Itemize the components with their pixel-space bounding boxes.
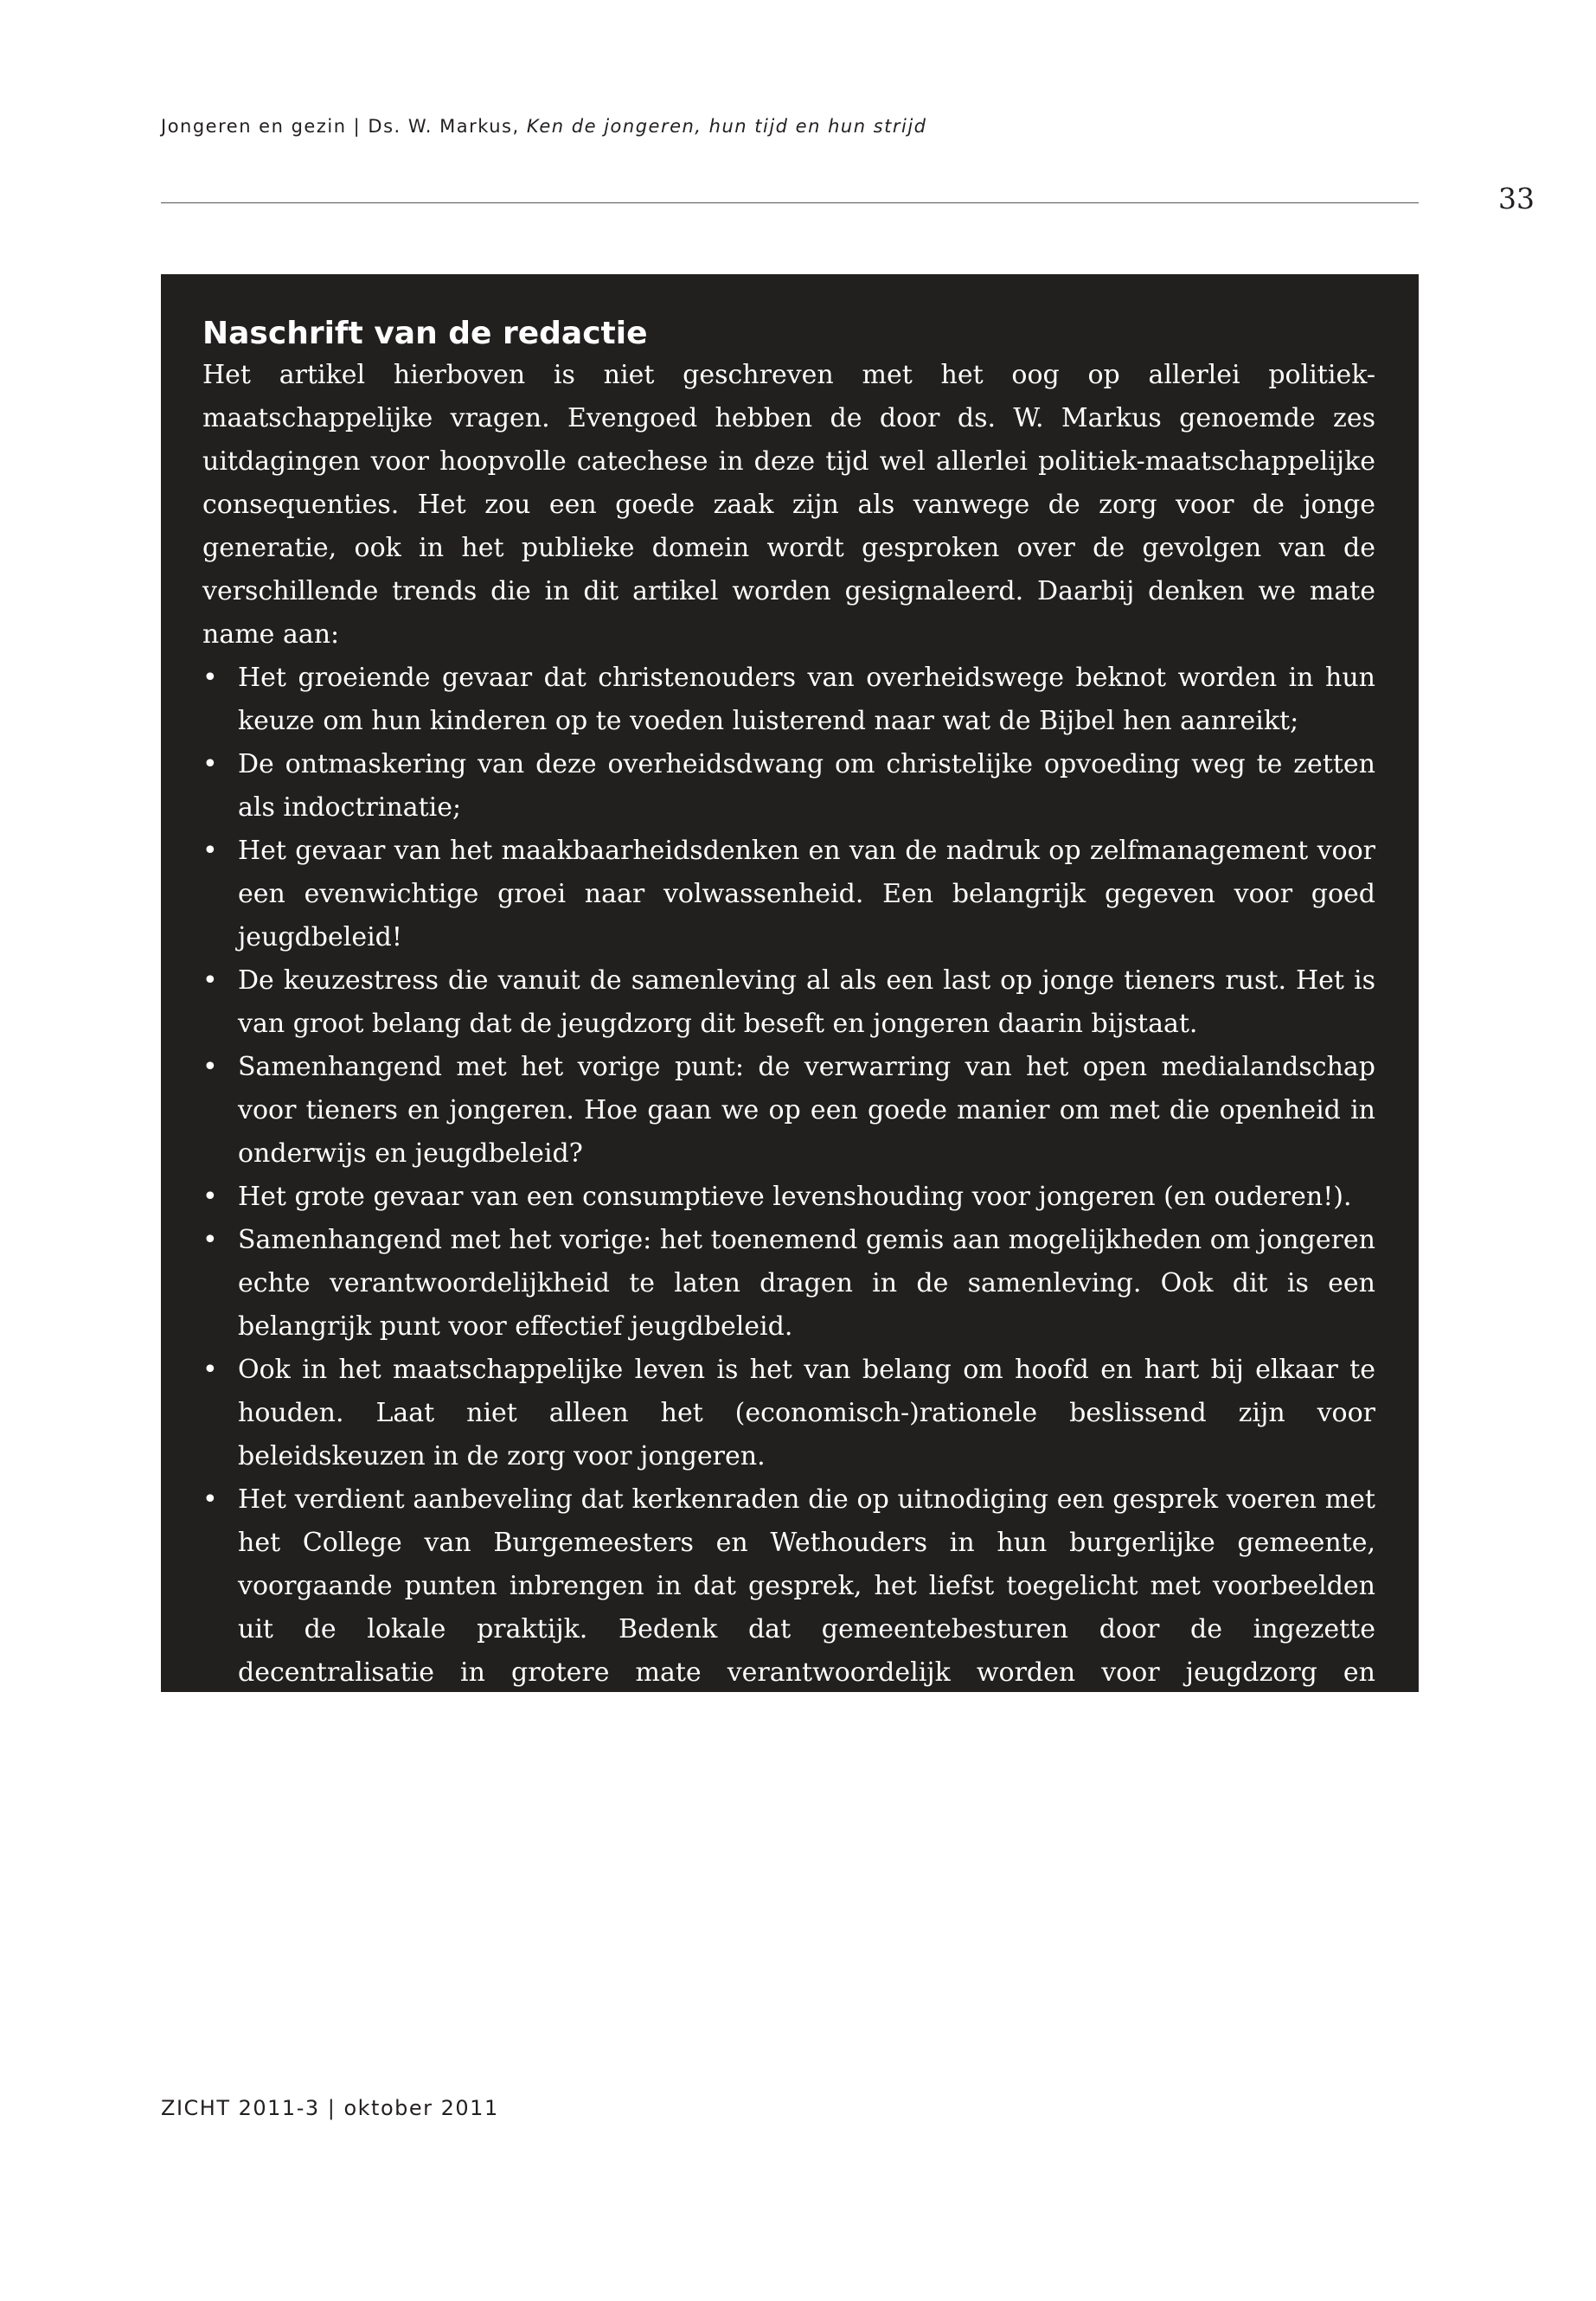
list-item <box>202 1176 1375 1219</box>
list-item-text: De ontmaskering van deze overheidsdwang om christelijke opvoeding weg te zetten als indoctrinatie; <box>238 749 1375 823</box>
bullet-icon: • <box>202 749 218 779</box>
list-item <box>202 959 1375 1046</box>
bullet-icon: • <box>202 1182 218 1212</box>
bullet-icon: • <box>202 663 218 693</box>
list-item <box>202 657 1375 743</box>
running-head-article-title: Ken de jongeren, hun tijd en hun strijd <box>526 116 927 137</box>
list-item <box>202 743 1375 830</box>
bullet-icon: • <box>202 1484 218 1515</box>
editorial-note-list <box>202 657 1375 1738</box>
list-item-text: Het gevaar van het maakbaarheidsdenken en van de nadruk op zelfmanagement voor een evenwichtige groei naar volwassenheid. Een belangrijk gegeven voor goed jeugdbeleid! <box>238 836 1375 952</box>
list-item-text: Samenhangend met het vorige punt: de verwarring van het open medialandschap voor tieners en jongeren. Hoe gaan we op een goede manier om met die openheid in onderwijs en jeugdbeleid? <box>238 1052 1375 1169</box>
list-item-text: Ook in het maatschappelijke leven is het van belang om hoofd en hart bij elkaar te houden. Laat niet alleen het (economisch-)rationele beslissend zijn voor beleidskeuzen in de zorg voor jongeren. <box>238 1355 1375 1471</box>
list-item-text: Samenhangend met het vorige: het toenemend gemis aan mogelijkheden om jongeren echte verantwoordelijkheid te laten dragen in de samenleving. Ook dit is een belangrijk punt voor effectief jeugdbeleid. <box>238 1225 1375 1342</box>
running-head-plain: Jongeren en gezin | Ds. W. Markus, <box>161 116 527 137</box>
header-divider <box>161 202 1419 203</box>
list-item-text: De keuzestress die vanuit de samenleving al als een last op jonge tieners rust. Het is van groot belang dat de jeugdzorg dit beseft en jongeren daarin bijstaat. <box>238 965 1375 1039</box>
editorial-note-intro: Het artikel hierboven is niet geschreven met het oog op allerlei politiek-maatschappelijke vragen. Evengoed hebben de door ds. W. Markus genoemde zes uitdagingen voor hoopvolle catechese in deze tijd wel allerlei politiek-maatschappelijke consequenties. Het zou een goede zaak zijn als vanwege de zorg voor de jonge generatie, ook in het publieke domein wordt gesproken over de gevolgen van de verschillende trends die in dit artikel worden gesignaleerd. Daarbij denken we mate name aan: <box>202 360 1375 650</box>
list-item-text: Het groeiende gevaar dat christenouders van overheidswege beknot worden in hun keuze om hun kinderen op te voeden luisterend naar wat de Bijbel hen aanreikt; <box>238 663 1375 736</box>
bullet-icon: • <box>202 836 218 866</box>
list-item <box>202 1478 1375 1738</box>
page-footer: ZICHT 2011-3 | oktober 2011 <box>161 2096 499 2120</box>
bullet-icon: • <box>202 965 218 996</box>
editorial-note-title: Naschrift van de redactie <box>202 316 648 351</box>
list-item <box>202 830 1375 959</box>
list-item <box>202 1349 1375 1478</box>
list-item <box>202 1046 1375 1176</box>
editorial-note-box <box>161 274 1419 1731</box>
list-item-text: Het verdient aanbeveling dat kerkenraden die op uitnodiging een gesprek voeren met het College van Burgemeesters en Wethouders in hun burgerlijke gemeente, voorgaande punten inbrengen in dat gesprek, het liefst toegelicht met voorbeelden uit de lokale praktijk. Bedenk dat gemeentebesturen door de ingezette decentralisatie in grotere mate verantwoordelijk worden voor jeugdzorg en jongerenbeleid. <box>238 1484 1375 1731</box>
page-number: 33 <box>1498 182 1535 215</box>
bullet-icon: • <box>202 1052 218 1082</box>
bullet-icon: • <box>202 1225 218 1255</box>
list-item <box>202 1219 1375 1349</box>
list-item-text: Het grote gevaar van een consumptieve levenshouding voor jongeren (en ouderen!). <box>238 1182 1352 1212</box>
bullet-icon: • <box>202 1355 218 1385</box>
running-head <box>161 116 926 137</box>
